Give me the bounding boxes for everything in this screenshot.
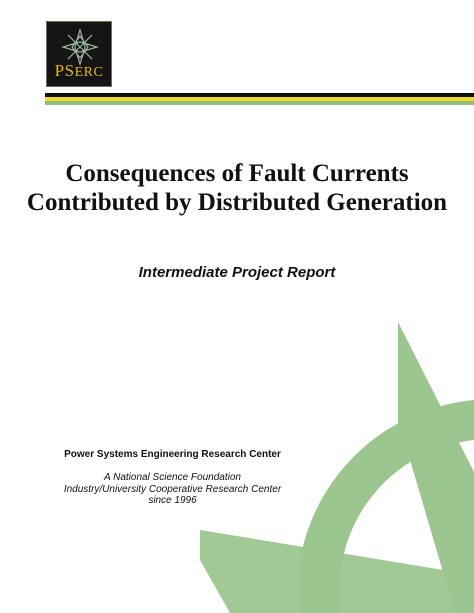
stripe-green [45,101,474,105]
pserc-logo [46,21,112,87]
report-subtitle: Intermediate Project Report [138,264,336,281]
report-title-line2: Contributed by Distributed Generation [26,189,448,216]
report-title-line1: Consequences of Fault Currents [65,160,409,187]
logo-wordmark [47,61,111,81]
logo-wordmark-erc: ERC [74,65,104,80]
organization-tagline-2: Industry/University Cooperative Research Center [63,484,282,495]
organization-tagline-3: since 1996 [148,495,197,506]
organization-tagline-1: A National Science Foundation [104,472,241,483]
organization-name: Power Systems Engineering Research Center [64,449,281,460]
header-stripes [45,93,474,105]
report-title [0,159,474,217]
logo-wordmark-ps: PS [54,61,75,80]
